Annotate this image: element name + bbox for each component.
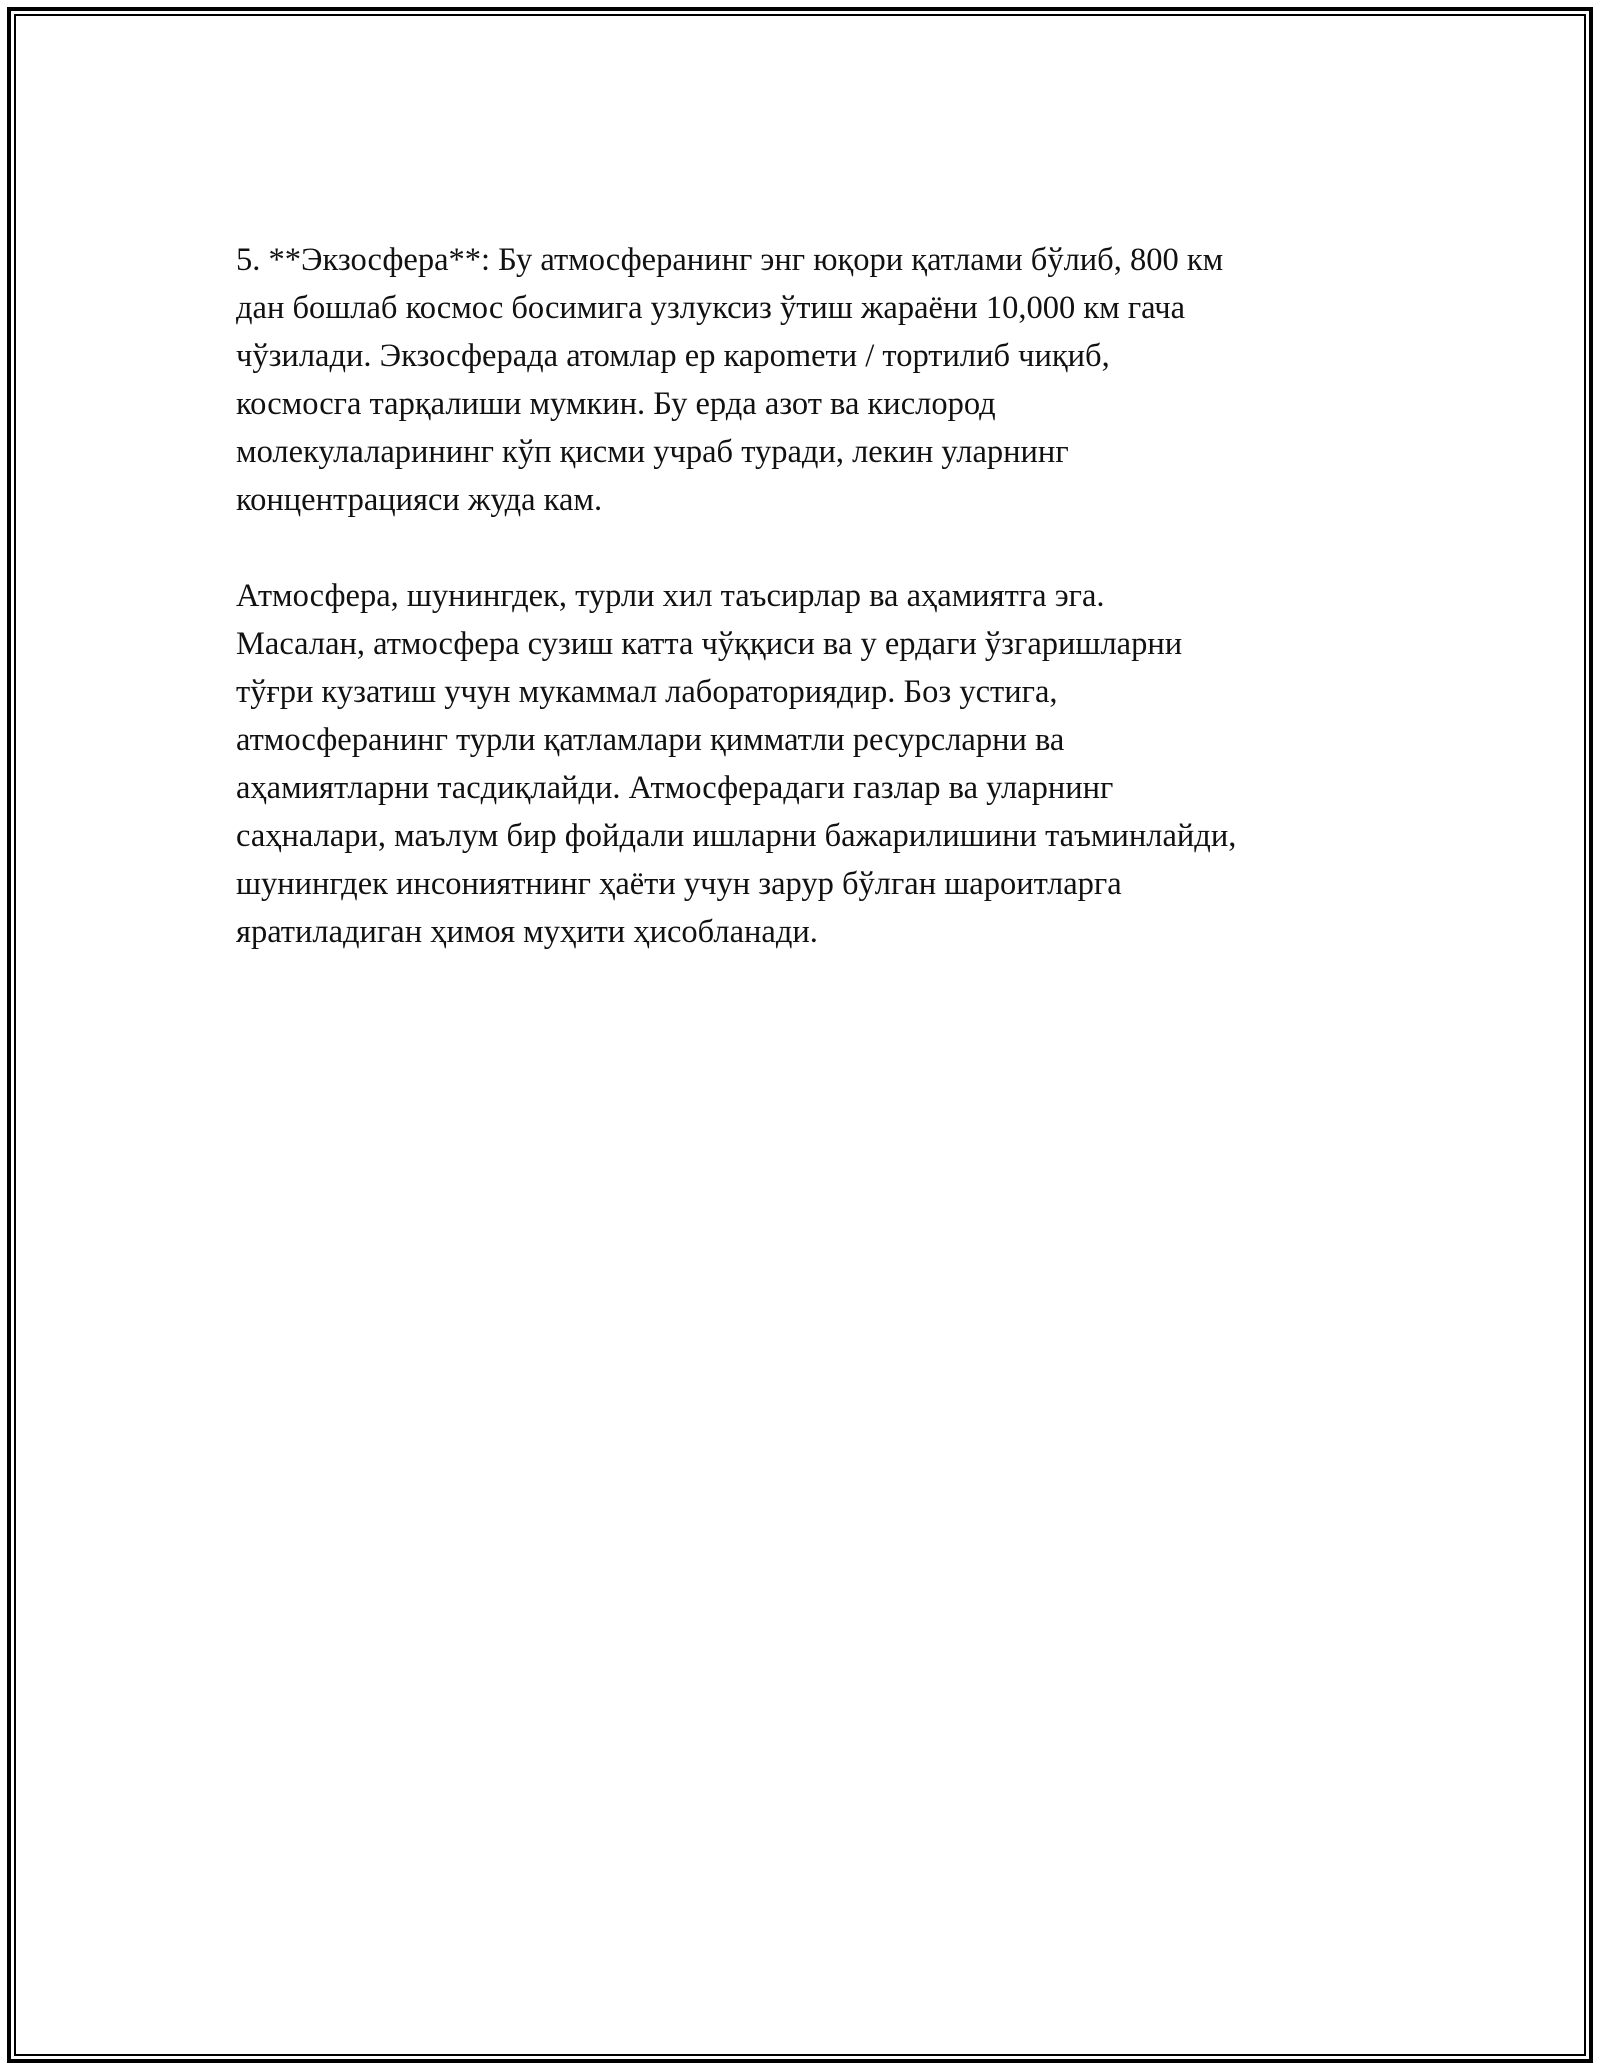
text-line: дан бошлаб космос босимига узлуксиз ўтиш жараёни 10,000 км гача (236, 290, 1186, 326)
text-line: шунингдек инсониятнинг ҳаёти учун зарур бўлган шароитларга (236, 866, 1122, 902)
text-line: концентрацияси жуда кам. (236, 482, 603, 518)
text-line: яратиладиган ҳимоя муҳити ҳисобланади. (236, 914, 818, 950)
text-line: тўғри кузатиш учун мукаммал лабораториядир. Боз устига, (236, 674, 1058, 710)
paragraph-exosphere (236, 236, 1386, 524)
text-line: космосга тарқалиши мумкин. Бу ерда азот ва кислород (236, 386, 996, 422)
text-line: атмосферанинг турли қатламлари қимматли ресурсларни ва (236, 722, 1065, 758)
text-line: Масалан, атмосфера сузиш катта чўққиси ва у ердаги ўзгаришларни (236, 626, 1183, 662)
paragraph-spacer (236, 524, 1386, 572)
text-line: молекулаларининг кўп қисми учраб туради, лекин уларнинг (236, 434, 1069, 470)
text-line: саҳналари, маълум бир фойдали ишларни бажарилишини таъминлайди, (236, 818, 1237, 854)
text-line: чўзилади. Экзосферада атомлар ер кароmeти / тортилиб чиқиб, (236, 338, 1110, 374)
document-body (236, 236, 1386, 956)
text-line: аҳамиятларни тасдиқлайди. Атмосферадаги газлар ва уларнинг (236, 770, 1114, 806)
text-line: Атмосфера, шунингдек, турли хил таъсирлар ва аҳамиятга эга. (236, 578, 1105, 614)
text-line: 5. **Экзосфера**: Бу атмосферанинг энг юқори қатлами бўлиб, 800 км (236, 242, 1224, 278)
paragraph-atmosphere-importance (236, 572, 1386, 956)
